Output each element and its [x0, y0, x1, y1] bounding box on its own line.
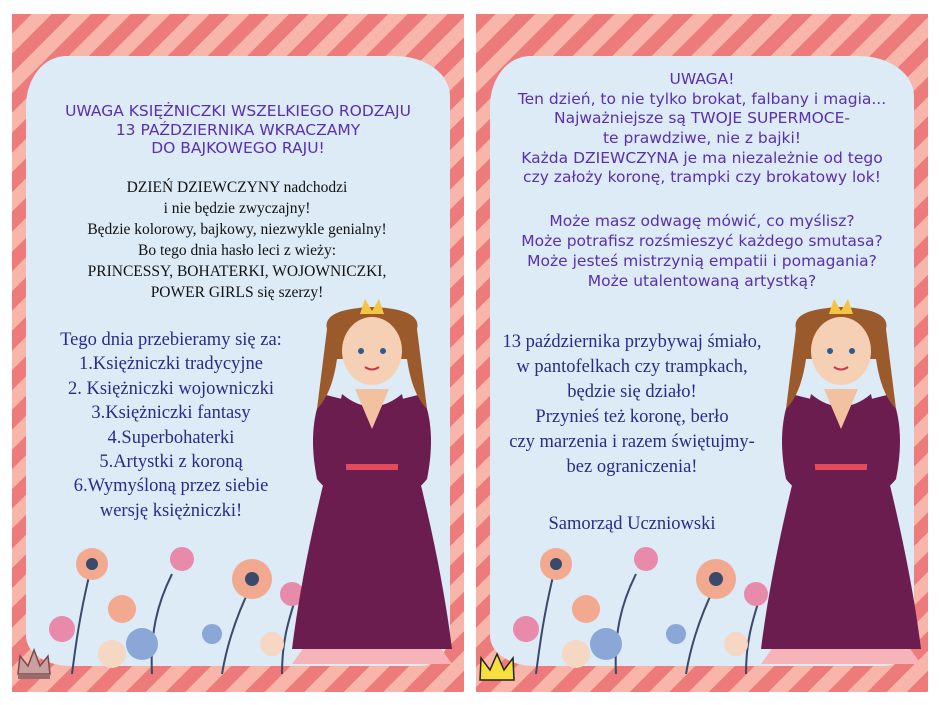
invite-line: Przynieś też koronę, berło: [535, 406, 729, 427]
invite-line: czy marzenia i razem świętujmy-: [509, 431, 755, 452]
list-item: 5.Artystki z koroną: [99, 452, 243, 473]
intro-line: czy założy koronę, trampki czy brokatowy lok!: [523, 168, 881, 187]
intro-line: Najważniejsze są TWOJE SUPERMOCE-: [553, 109, 851, 128]
poem-line: Bo tego dnia hasło leci z wieży:: [138, 241, 336, 259]
list-item: 6.Wymyśloną przez siebie: [73, 476, 269, 497]
poem: [32, 178, 442, 304]
princess-illustration: [287, 299, 457, 669]
list-item: 1.Księżniczki tradycyjne: [79, 354, 263, 375]
list-item: 4.Superbohaterki: [107, 427, 235, 448]
list-item: wersję księżniczki!: [99, 500, 243, 521]
poem-line: POWER GIRLS się szerzy!: [150, 283, 324, 301]
headline-line: DO BAJKOWEGO RAJU!: [151, 139, 325, 158]
crown-icon: [14, 644, 54, 684]
crown-icon: [476, 648, 518, 688]
headline: [22, 102, 454, 158]
list-title: Tego dnia przebieramy się za:: [60, 330, 282, 350]
invite-line: 13 października przybywaj śmiało,: [502, 332, 762, 352]
questions: [476, 211, 928, 292]
headline-line: 13 PAŹDZIERNIKA WKRACZAMY: [115, 120, 361, 139]
intro-line: UWAGA!: [669, 70, 735, 88]
question-line: Może jesteś mistrzynią empatii i pomagania?: [527, 252, 877, 271]
poster-right: [476, 14, 928, 692]
list-item: 3.Księżniczki fantasy: [91, 403, 251, 424]
poster-left: [12, 14, 464, 692]
intro: [476, 70, 928, 188]
intro-line: Każda DZIEWCZYNA je ma niezależnie od tego: [521, 148, 883, 167]
invite: [476, 330, 788, 480]
list-item: 2. Księżniczki wojowniczki: [67, 378, 274, 399]
poem-line: Będzie kolorowy, bajkowy, niezwykle genialny!: [87, 220, 387, 238]
costume-list: [26, 328, 316, 523]
invite-line: w pantofelkach czy trampkach,: [516, 356, 748, 377]
intro-line: te prawdziwe, nie z bajki!: [602, 129, 802, 148]
intro-line: Ten dzień, to nie tylko brokat, falbany i magia...: [517, 89, 887, 108]
poem-line: i nie będzie zwyczajny!: [163, 199, 311, 217]
headline-line: UWAGA KSIĘŻNICZKI WSZELKIEGO RODZAJU: [65, 102, 411, 120]
flowers-illustration: [496, 524, 796, 674]
invite-line: będzie się działo!: [567, 381, 697, 402]
question-line: Może masz odwagę mówić, co myślisz?: [549, 212, 855, 230]
invite-line: bez ograniczenia!: [566, 456, 698, 477]
signature-text: Samorząd Uczniowski: [548, 514, 716, 534]
question-line: Może utalentowaną artystką?: [587, 272, 817, 291]
princess-illustration: [756, 299, 926, 669]
question-line: Może potrafisz rozśmieszyć każdego smutasa?: [521, 232, 883, 251]
poem-line: DZIEŃ DZIEWCZYNY nadchodzi: [126, 179, 348, 196]
poem-line: PRINCESSY, BOHATERKI, WOJOWNICZKI,: [87, 262, 387, 280]
